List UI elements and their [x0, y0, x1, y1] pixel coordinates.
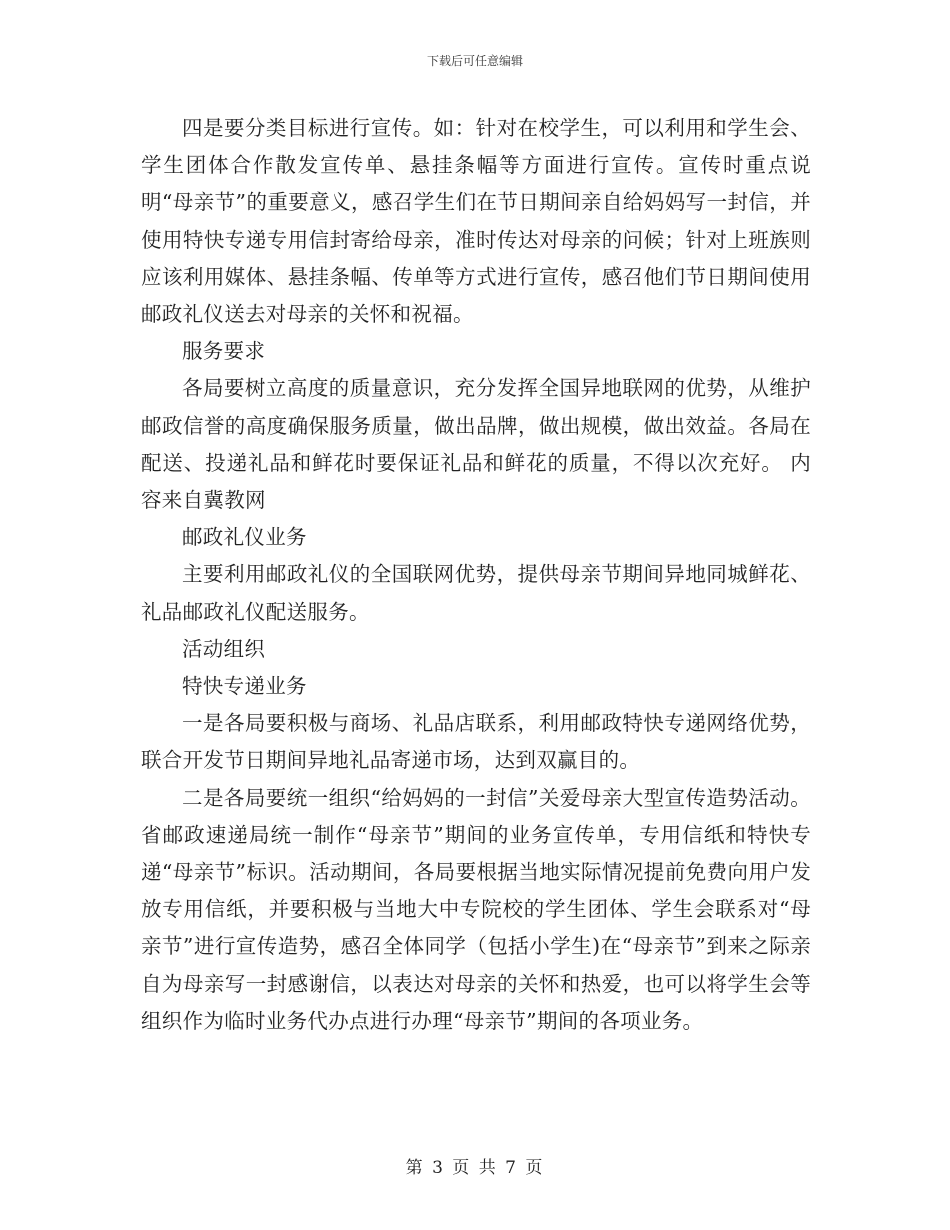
- page-number: 第 3 页 共 7 页: [405, 1158, 545, 1178]
- paragraph-publicity-targets: 四是要分类目标进行宣传。如：针对在校学生，可以利用和学生会、学生团体合作散发宣传单、悬挂条幅等方面进行宣传。宣传时重点说明“母亲节”的重要意义，感召学生们在节日期间亲自给妈妈写一封信，并使用特快专递专用信封寄给母亲，准时传达对母亲的问候；针对上班族则应该利用媒体、悬挂条幅、传单等方式进行宣传，感召他们节日期间使用邮政礼仪送去对母亲的关怀和祝福。: [141, 116, 811, 327]
- heading-service-requirements: 服务要求: [182, 339, 266, 364]
- document-body: [141, 110, 811, 1040]
- heading-postal-etiquette: 邮政礼仪业务: [182, 525, 307, 550]
- paragraph-quality-awareness: 各局要树立高度的质量意识，充分发挥全国异地联网的优势，从维护邮政信誉的高度确保服务质量，做出品牌，做出规模，做出效益。各局在配送、投递礼品和鲜花时要保证礼品和鲜花的质量，不得以次充好。 内容来自冀教网: [141, 376, 811, 513]
- page-header: 下载后可任意编辑: [426, 54, 523, 68]
- paragraph-etiquette-network: 主要利用邮政礼仪的全国联网优势，提供母亲节期间异地同城鲜花、礼品邮政礼仪配送服务。: [141, 562, 811, 624]
- heading-activity-organization: 活动组织: [182, 636, 266, 661]
- heading-express-business: 特快专递业务: [182, 674, 307, 699]
- paragraph-express-first: 一是各局要积极与商场、礼品店联系，利用邮政特快专递网络优势，联合开发节日期间异地礼品寄递市场，达到双赢目的。: [141, 711, 811, 773]
- paragraph-express-second: 二是各局要统一组织“给妈妈的一封信”关爱母亲大型宣传造势活动。省邮政速递局统一制作“母亲节”期间的业务宣传单，专用信纸和特快专递“母亲节”标识。活动期间，各局要根据当地实际情况提前免费向用户发放专用信纸，并要积极与当地大中专院校的学生团体、学生会联系对“母亲节”进行宣传造势，感召全体同学（包括小学生)在“母亲节”到来之际亲自为母亲写一封感谢信，以表达对母亲的关怀和热爱，也可以将学生会等组织作为临时业务代办点进行办理“母亲节”期间的各项业务。: [141, 785, 811, 1033]
